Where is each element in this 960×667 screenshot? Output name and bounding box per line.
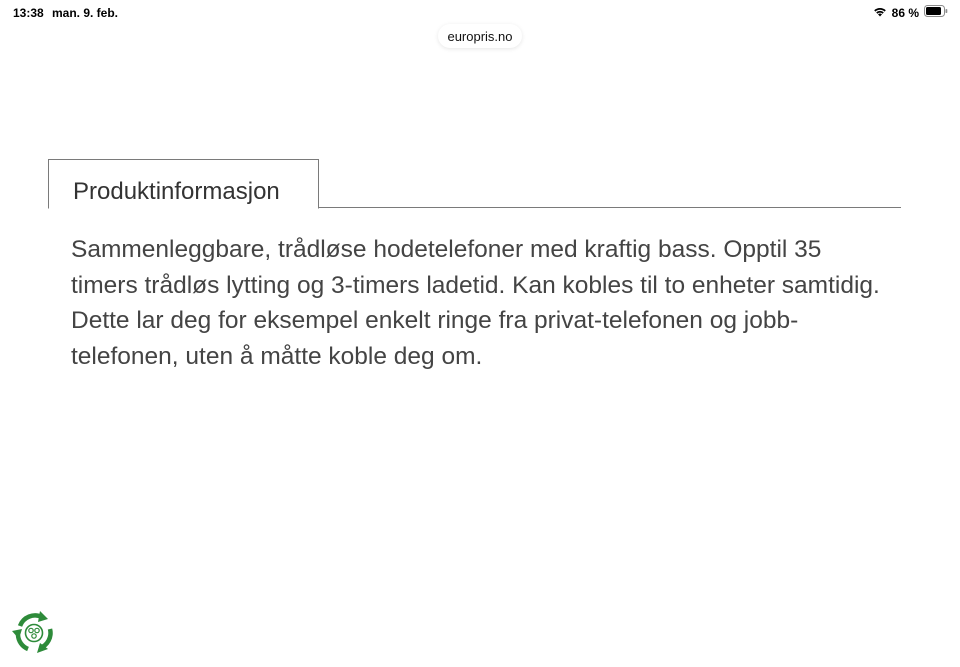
product-description: Sammenleggbare, trådløse hodetelefoner med kraftig bass. Opptil 35 timers trådløs lytting og 3-timers ladetid. Kan kobles til to enheter samtidig. Dette lar deg for eksempel enkelt ringe fra privat-telefonen og jobb-telefonen, uten å måtte koble deg om.: [71, 236, 880, 370]
battery-icon: [924, 4, 948, 22]
wifi-icon: [873, 4, 887, 22]
tab-produktinformasjon[interactable]: Produktinformasjon: [48, 159, 319, 209]
address-bar[interactable]: europris.no: [438, 24, 522, 48]
status-indicators: [873, 5, 948, 21]
status-time: 13:38: [13, 6, 44, 20]
status-date: man. 9. feb.: [52, 6, 119, 20]
recycle-logo-icon: [10, 609, 58, 657]
battery-percentage: 86 %: [891, 6, 919, 20]
status-bar: [0, 0, 960, 26]
